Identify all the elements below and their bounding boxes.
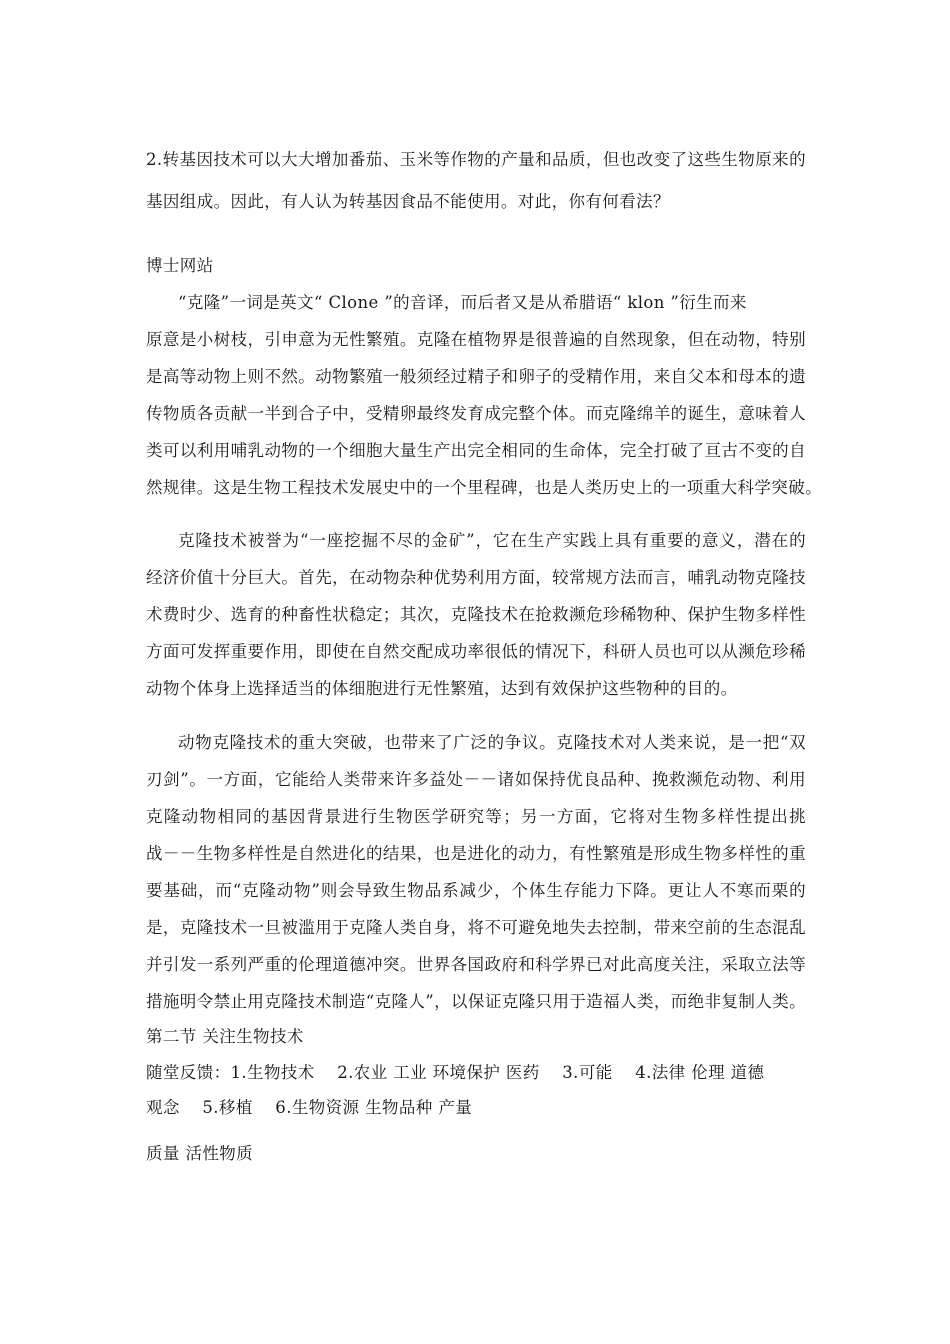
paragraph2-line-3: 术费时少、选育的种畜性状稳定；其次，克隆技术在抢救濒危珍稀物种、保护生物多样性	[146, 605, 806, 624]
paragraph1-line-1: “克隆”一词是英文“ Clone ”的音译，而后者又是从希腊语“ klon ”衍生而来	[178, 293, 747, 312]
section-title: 博士网站	[146, 256, 214, 275]
paragraph2-line-1: 克隆技术被誉为“一座挖掘不尽的金矿”，它在生产实践上具有重要的意义，潜在的	[178, 531, 806, 550]
answers-line-1: 随堂反馈：1.生物技术 2.农业 工业 环境保护 医药 3.可能 4.法律 伦理 道德	[146, 1063, 765, 1082]
answers-line-3: 质量 活性物质	[146, 1144, 254, 1163]
paragraph1-line-3: 是高等动物上则不然。动物繁殖一般须经过精子和卵子的受精作用，来自父本和母本的遗	[146, 367, 806, 386]
paragraph3-line-6: 是，克隆技术一旦被滥用于克隆人类自身，将不可避免地失去控制，带来空前的生态混乱	[146, 918, 806, 937]
paragraph3-line-2: 刃剑”。一方面，它能给人类带来许多益处－－诸如保持优良品种、挽救濒危动物、利用	[146, 770, 806, 789]
paragraph1-line-5: 类可以利用哺乳动物的一个细胞大量生产出完全相同的生命体，完全打破了亘古不变的自	[146, 441, 806, 460]
paragraph1-line-4: 传物质各贡献一半到合子中，受精卵最终发育成完整个体。而克隆绵羊的诞生，意味着人	[146, 404, 806, 423]
paragraph3-line-7: 并引发一系列严重的伦理道德冲突。世界各国政府和科学界已对此高度关注，采取立法等	[146, 955, 806, 974]
paragraph2-line-5: 动物个体身上选择适当的体细胞进行无性繁殖，达到有效保护这些物种的目的。	[146, 679, 738, 698]
paragraph1-line-2: 原意是小树枝，引申意为无性繁殖。克隆在植物界是很普遍的自然现象，但在动物，特别	[146, 330, 806, 349]
paragraph3-line-3: 克隆动物相同的基因背景进行生物医学研究等；另一方面，它将对生物多样性提出挑	[146, 807, 806, 826]
question-line-2: 基因组成。因此，有人认为转基因食品不能使用。对此，你有何看法？	[146, 192, 670, 211]
question-line-1: 2.转基因技术可以大大增加番茄、玉米等作物的产量和品质，但也改变了这些生物原来的	[146, 150, 806, 169]
paragraph2-line-4: 方面可发挥重要作用，即使在自然交配成功率很低的情况下，科研人员也可以从濒危珍稀	[146, 642, 806, 661]
paragraph3-line-8: 措施明令禁止用克隆技术制造“克隆人”，以保证克隆只用于造福人类，而绝非复制人类。	[146, 992, 806, 1011]
answers-line-2: 观念 5.移植 6.生物资源 生物品种 产量	[146, 1098, 473, 1117]
paragraph2-line-2: 经济价值十分巨大。首先，在动物杂种优势利用方面，较常规方法而言，哺乳动物克隆技	[146, 568, 806, 587]
paragraph1-line-6: 然规律。这是生物工程技术发展史中的一个里程碑，也是人类历史上的一项重大科学突破。	[146, 478, 822, 497]
paragraph3-line-5: 要基础，而“克隆动物”则会导致生物品系减少，个体生存能力下降。更让人不寒而栗的	[146, 881, 806, 900]
section2-title: 第二节 关注生物技术	[146, 1027, 304, 1046]
paragraph3-line-1: 动物克隆技术的重大突破，也带来了广泛的争议。克隆技术对人类来说，是一把“双	[178, 733, 806, 752]
paragraph3-line-4: 战－－生物多样性是自然进化的结果，也是进化的动力，有性繁殖是形成生物多样性的重	[146, 844, 806, 863]
